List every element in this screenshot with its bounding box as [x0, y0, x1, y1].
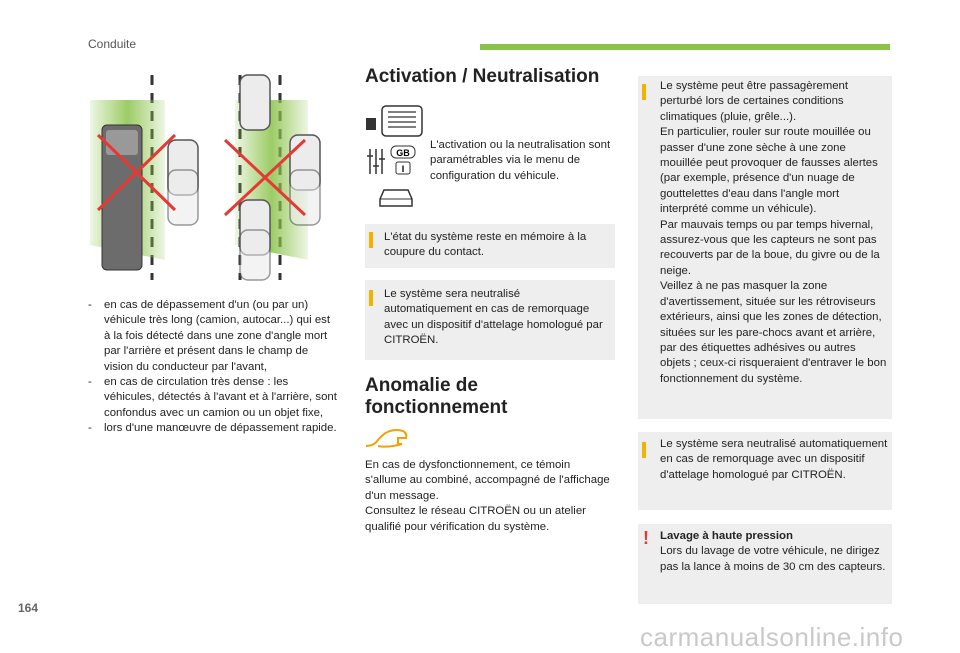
info-text: Le système sera neutralisé automatiquement en cas de remorquage avec un dispositif d'attelage homologué par CITROËN. — [384, 288, 603, 347]
info-icon — [369, 290, 373, 306]
warning-icon: ! — [643, 528, 649, 548]
info-box-memory — [365, 224, 615, 268]
config-icons — [366, 104, 426, 214]
page-number: 164 — [18, 601, 39, 615]
info-icon — [642, 442, 646, 458]
anomaly-text: En cas de dysfonctionnement, ce témoin s'allume au combiné, accompagné de l'affichage d'un message. Consultez le réseau CITROËN ou un atelier qualifié pour vérification du système. — [365, 459, 610, 533]
config-text: L'activation ou la neutralisation sont paramétrables via le menu de configuration du véhicule. — [430, 139, 611, 182]
activation-heading: Activation / Neutralisation — [365, 66, 600, 87]
gb-icon-label: GB — [396, 148, 410, 158]
truck-cab — [106, 130, 138, 155]
info-icon — [642, 84, 646, 100]
warning-text: Lors du lavage de votre véhicule, ne dirigez pas la lance à moins de 30 cm des capteurs. — [660, 545, 886, 573]
info-box-weather — [638, 76, 892, 419]
settings-sliders-icon — [367, 149, 385, 174]
info-box-towing-right — [638, 432, 892, 510]
anomaly-heading: Anomalie de fonctionnement — [365, 375, 508, 418]
watermark: carmanualsonline.info — [640, 622, 904, 652]
header-accent-bar — [480, 44, 890, 50]
bullet-item: - lors d'une manœuvre de dépassement rapide. — [88, 422, 337, 435]
car-icon — [168, 170, 198, 225]
bullet-item: - en cas de dépassement d'un (ou par un) véhicule très long (camion, autocar...) qui est à la fois détecté dans une zone d'angle mort par l'arrière et présent dans le champ de vision du conducteur par l'avant, — [88, 299, 331, 373]
blind-spot-diagram — [90, 70, 345, 285]
car-icon — [290, 170, 320, 225]
warning-title: Lavage à haute pression — [660, 530, 793, 542]
screen-icon — [366, 118, 376, 130]
display-icon — [382, 106, 422, 136]
car-icon — [240, 230, 270, 280]
car-outline-icon — [380, 190, 412, 206]
car-icon — [240, 75, 270, 130]
bullet-list — [88, 298, 338, 437]
section-title: Conduite — [88, 37, 137, 51]
info-box-towing — [365, 280, 615, 360]
bullet-item: - en cas de circulation très dense : les véhicules, détectés à l'avant et à l'arrière, sont confondus avec un camion ou un objet fixe, — [88, 376, 337, 419]
info-text: Le système sera neutralisé automatiquement en cas de remorquage avec un dispositif d'attelage homologué par CITROËN. — [660, 438, 888, 481]
info-text: Le système peut être passagèrement perturbé lors de certaines conditions climatiques (pluie, grêle...). En particulier, rouler sur route mouillée ou passer d'une zone sèche à une zone mouillée peut provoquer de fausses alertes (par exemple, présence d'un nuage de gouttelettes d'eau dans l'angle mort interprété comme un véhicule). Par mauvais temps ou par temps hivernal, assurez-vous que les capteurs ne sont pas recouverts par de la boue, du givre ou de la neige. Veillez à ne pas masquer la zone d'avertissement, située sur les rétroviseurs extérieurs, ainsi que les zones de détection, situées sur les pare-chocs avant et arrière, par des étiquettes adhésives ou autres objets ; ceux-ci risqueraient d'entraver le bon fonctionnement du système. — [660, 80, 887, 385]
i-icon-label: I — [401, 164, 405, 174]
warning-box-pressure-wash — [638, 524, 892, 604]
info-text: L'état du système reste en mémoire à la coupure du contact. — [384, 231, 587, 259]
warning-content — [660, 529, 888, 575]
info-icon — [369, 232, 373, 248]
warning-lamp-icon — [364, 426, 410, 450]
